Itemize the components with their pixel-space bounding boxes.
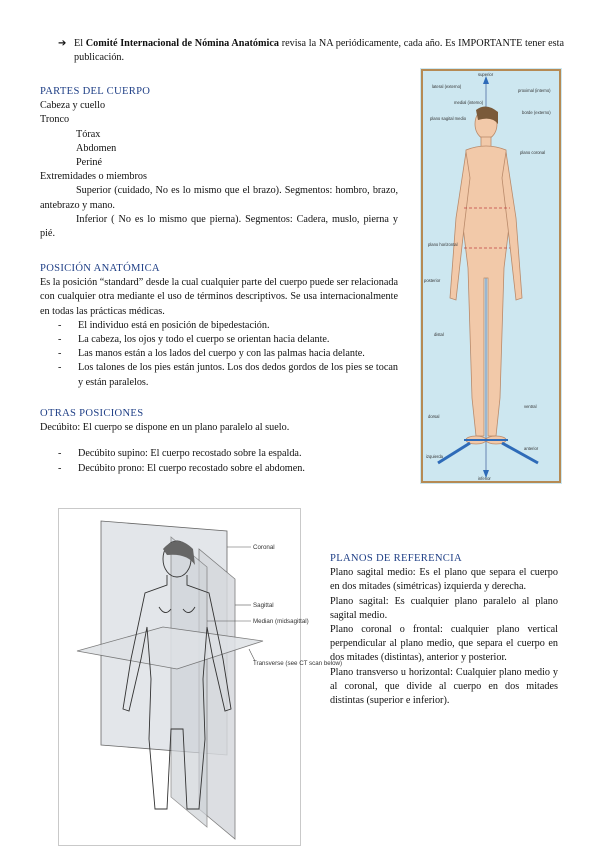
label-posterior: posterior: [424, 278, 441, 283]
otras-decubito: Decúbito: El cuerpo se dispone en un plano paralelo al suelo.: [40, 422, 290, 434]
posicion-heading: POSICIÓN ANATÓMICA: [40, 263, 160, 274]
label-median: Median (midsagittal): [253, 618, 309, 625]
label-sagittal: Sagittal: [253, 602, 274, 609]
bullet-text: La cabeza, los ojos y todo el cuerpo se orientan hacia delante.: [78, 334, 330, 346]
label-lateral: lateral (externo): [432, 84, 462, 89]
reference-planes-svg: [59, 509, 343, 845]
committee-name: Comité Internacional de Nómina Anatómica: [85, 38, 279, 49]
label-medial: medial (interno): [454, 100, 484, 105]
bullet-text: Las manos están a los lados del cuerpo y con las palmas hacia delante.: [78, 348, 365, 360]
anatomical-position-svg: [420, 68, 562, 484]
bullet-dash: -: [58, 319, 62, 331]
planos-heading: PLANOS DE REFERENCIA: [330, 553, 462, 564]
bullet-dash: -: [58, 348, 62, 360]
label-transverse: Transverse (see CT scan below): [253, 660, 343, 667]
partes-section: [40, 85, 398, 241]
planos-p3: Plano coronal o frontal: cualquier plano vertical perpendicular al plano medio, que separa el cuerpo en dos mitades (distintas), anterior y posterior.: [330, 624, 558, 664]
label-proximal: proximal (interno): [518, 88, 551, 93]
partes-superior: Superior (cuidado, No es lo mismo que el brazo). Segmentos: hombro, brazo, antebrazo y mano.: [40, 185, 398, 211]
partes-heading: PARTES DEL CUERPO: [40, 86, 151, 97]
label-borde: borde (externo): [522, 110, 551, 115]
label-plano-coronal: plano coronal: [520, 150, 546, 155]
partes-perine: Periné: [76, 157, 103, 169]
planos-p2: Plano sagital: Es cualquier plano paralelo al plano sagital medio.: [330, 595, 558, 621]
anatomical-position-figure: [420, 68, 562, 484]
planos-p1: Plano sagital medio: Es el plano que separa el cuerpo en dos mitades (simétricas) izquierda y derecha.: [330, 567, 558, 593]
bullet-text: Decúbito prono: El cuerpo recostado sobre el abdomen.: [78, 462, 305, 474]
partes-abdomen: Abdomen: [76, 142, 117, 154]
posicion-text: Es la posición “standard” desde la cual cualquier parte del cuerpo puede ser relacionada con cualquier otra mediante el uso de términos descriptivos. Se usa internacionalmente en todas las prácticas médicas.: [40, 277, 398, 317]
label-ventral: ventral: [524, 404, 537, 409]
partes-cabeza: Cabeza y cuello: [40, 100, 106, 112]
label-dorsal: dorsal: [428, 414, 440, 419]
planos-p4: Plano transverso u horizontal: Cualquier plano medio y al coronal, que divide al cuerpo en dos mitades distintas (superior e inferior).: [330, 666, 558, 707]
otras-bullet: [40, 447, 398, 461]
intro-suffix: revisa la NA periódicamente, cada año. Es IMPORTANTE tener esta publicación.: [74, 38, 564, 64]
label-plano-horizontal: plano horizontal: [428, 242, 458, 247]
bullet-text: El individuo está en posición de bipedestación.: [78, 319, 270, 331]
posicion-bullet: [40, 333, 398, 347]
arrow-icon: ➔: [58, 38, 67, 49]
bullet-dash: -: [58, 448, 62, 460]
partes-torax: Tórax: [76, 128, 101, 140]
posicion-bullet: [40, 347, 398, 361]
posicion-bullet: [40, 319, 398, 333]
bullet-dash: -: [58, 362, 62, 374]
partes-tronco: Tronco: [40, 114, 70, 126]
otras-bullet: [40, 462, 398, 476]
otras-section: [40, 407, 398, 476]
bullet-dash: -: [58, 462, 62, 474]
intro-prefix: El: [74, 38, 86, 49]
reference-planes-figure: [58, 508, 343, 846]
bullet-text: Decúbito supino: El cuerpo recostado sobre la espalda.: [78, 448, 302, 460]
otras-heading: OTRAS POSICIONES: [40, 408, 144, 419]
partes-extremidades: Extremidades o miembros: [40, 171, 147, 183]
label-plano-sagital: plano sagital medio: [430, 116, 467, 121]
intro-paragraph: [74, 37, 564, 65]
label-superior: superior: [478, 72, 494, 77]
label-distal: distal: [434, 332, 444, 337]
label-inferior: inferior: [478, 476, 491, 481]
posicion-section: [40, 262, 398, 390]
label-izquierda: izquierda: [426, 454, 443, 459]
planos-section: [330, 552, 558, 708]
posicion-bullet: [40, 361, 398, 389]
label-anterior: anterior: [524, 446, 539, 451]
label-coronal: Coronal: [253, 544, 275, 551]
bullet-text: Los talones de los pies están juntos. Los dos dedos gordos de los pies se tocan y están paralelos.: [78, 362, 398, 388]
bullet-dash: -: [58, 334, 62, 346]
partes-inferior: Inferior ( No es lo mismo que pierna). Segmentos: Cadera, muslo, pierna y pié.: [40, 213, 398, 240]
